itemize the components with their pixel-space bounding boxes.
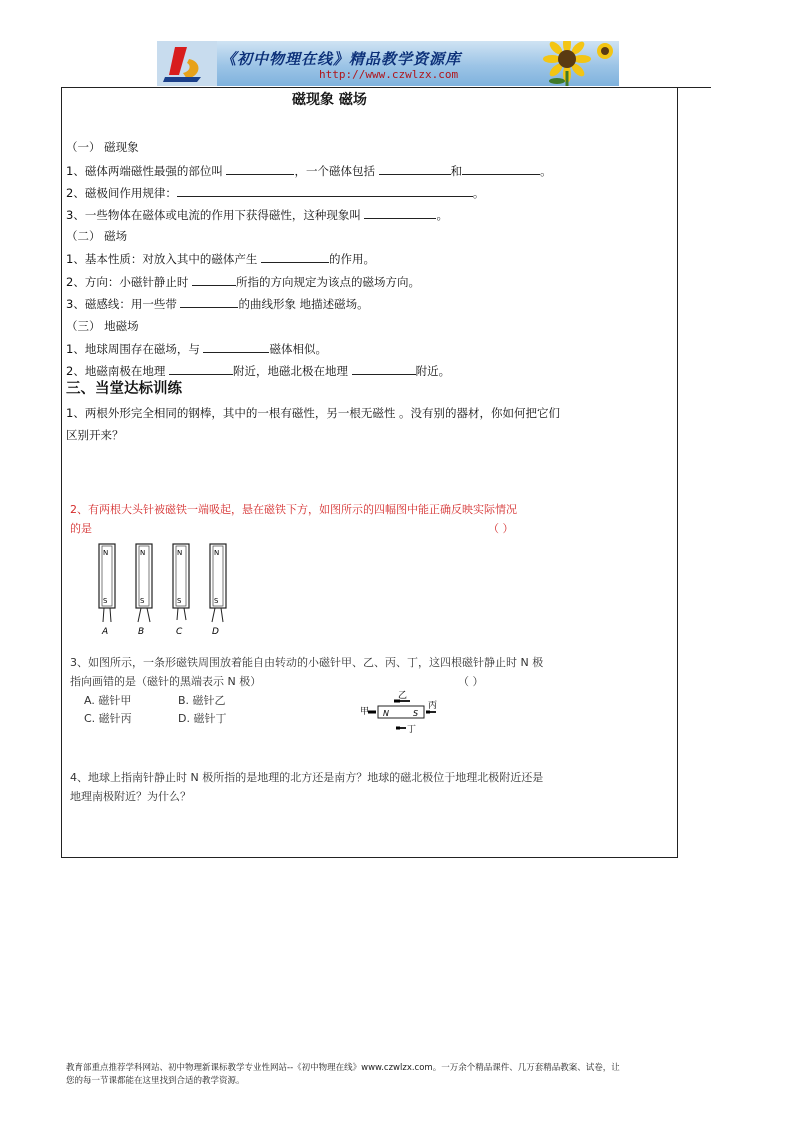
section1-heading: （一） 磁现象: [66, 140, 139, 154]
svg-text:丙: 丙: [428, 701, 438, 711]
fill-blank[interactable]: [203, 341, 269, 353]
q3-figure: [358, 688, 448, 738]
s3-line2: 2、地磁南极在地理 附近，地磁北极在地理 附近。: [66, 364, 451, 378]
magnet-c: [173, 544, 189, 620]
fill-blank[interactable]: [364, 207, 436, 219]
fill-blank[interactable]: [192, 274, 236, 286]
content-frame: [61, 88, 678, 858]
s2-line1: 1、基本性质：对放入其中的磁体产生 的作用。: [66, 252, 375, 266]
option-d-label: D: [212, 627, 219, 637]
option-c-label: C: [176, 627, 183, 637]
svg-text:S: S: [214, 597, 219, 605]
q1-line2: 区别开来？: [66, 428, 124, 442]
q3-option-b[interactable]: B. 磁针乙: [178, 694, 226, 707]
section3-heading: （三） 地磁场: [66, 319, 139, 333]
q1-line1: 1、两根外形完全相同的钢棒，其中的一根有磁性，另一根无磁性 。没有别的器材，你如何把它们: [66, 406, 560, 420]
magnet-d: [210, 544, 226, 622]
fill-blank[interactable]: [177, 185, 473, 197]
s1-line3: 3、一些物体在磁体或电流的作用下获得磁性，这种现象叫 。: [66, 208, 448, 222]
banner-url[interactable]: http://www.czwlzx.com: [319, 68, 459, 81]
magnet-a: [99, 544, 115, 622]
q2-line2: 的是: [70, 522, 92, 535]
q4-line1: 4、地球上指南针静止时 N 极所指的是地理的北方还是南方？地球的磁北极位于地理北极附近还是: [70, 771, 544, 784]
s2-line3: 3、磁感线：用一些带 的曲线形象 地描述磁场。: [66, 297, 369, 311]
fill-blank[interactable]: [226, 163, 294, 175]
fill-blank[interactable]: [261, 251, 329, 263]
q3-option-d[interactable]: D. 磁针丁: [178, 712, 227, 725]
q3-option-c[interactable]: C. 磁针丙: [84, 712, 132, 725]
option-a-label: A: [102, 627, 109, 637]
svg-text:丁: 丁: [407, 725, 417, 735]
magnet-b: [136, 544, 152, 622]
svg-text:S: S: [177, 597, 182, 605]
svg-text:N: N: [140, 549, 146, 557]
banner-title: 《初中物理在线》精品教学资源库: [221, 50, 462, 68]
s2-line2: 2、方向：小磁针静止时 所指的方向规定为该点的磁场方向。: [66, 275, 420, 289]
q3-answer-paren: （ ）: [458, 675, 484, 688]
q4-line2: 地理南极附近？为什么？: [70, 790, 191, 803]
header-banner: [157, 41, 619, 86]
q3-line1: 3、如图所示，一条形磁铁周围放着能自由转动的小磁针甲、乙、丙、丁，这四根磁针静止时 N 极: [70, 656, 544, 669]
fill-blank[interactable]: [352, 363, 416, 375]
svg-text:S: S: [140, 597, 145, 605]
fill-blank[interactable]: [379, 163, 451, 175]
svg-text:N: N: [383, 709, 389, 718]
q3-line2: 指向画错的是（磁针的黑端表示 N 极）: [70, 675, 262, 688]
section2-heading: （二） 磁场: [66, 229, 128, 243]
page-title: 磁现象 磁场: [292, 92, 367, 108]
sunflower-icon: [509, 41, 619, 86]
svg-text:甲: 甲: [360, 707, 370, 717]
svg-text:S: S: [103, 597, 108, 605]
site-logo: [157, 41, 217, 86]
q2-line1: 2、有两根大头针被磁铁一端吸起，悬在磁铁下方，如图所示的四幅图中能正确反映实际情况: [70, 503, 517, 516]
q3-option-a[interactable]: A. 磁针甲: [84, 694, 132, 707]
fill-blank[interactable]: [462, 163, 540, 175]
footer-line1: 教育部重点推荐学科网站、初中物理新课标教学专业性网站--《初中物理在线》www.czwlzx.com。一万余个精品课件、几万套精品教案、试卷，让: [66, 1063, 620, 1073]
svg-text:N: N: [177, 549, 183, 557]
s1-line1: 1、磁体两端磁性最强的部位叫 ，一个磁体包括 和 。: [66, 164, 552, 178]
fill-blank[interactable]: [180, 296, 238, 308]
training-heading: 三、当堂达标训练: [66, 381, 182, 397]
svg-text:N: N: [214, 549, 220, 557]
svg-text:乙: 乙: [398, 691, 408, 701]
s1-line2: 2、磁极间作用规律： 。: [66, 186, 485, 200]
q2-figure: [94, 542, 234, 637]
s3-line1: 1、地球周围存在磁场，与 磁体相似。: [66, 342, 327, 356]
option-b-label: B: [138, 627, 145, 637]
fill-blank[interactable]: [169, 363, 233, 375]
svg-text:S: S: [413, 709, 419, 718]
footer-line2: 您的每一节课都能在这里找到合适的教学资源。: [66, 1076, 245, 1086]
svg-text:N: N: [103, 549, 109, 557]
q2-answer-paren: （ ）: [488, 522, 514, 535]
